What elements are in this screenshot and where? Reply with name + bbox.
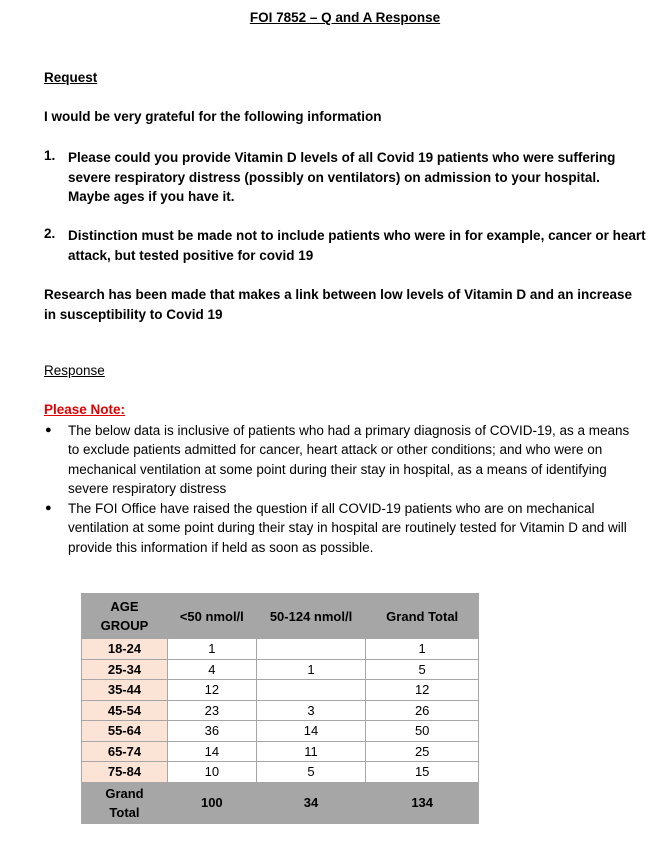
table-row: [82, 762, 479, 783]
table-row: [82, 721, 479, 742]
age-group-cell: 55-64: [82, 721, 168, 742]
document-title: FOI 7852 – Q and A Response: [249, 10, 441, 25]
request-item-text: Distinction must be made not to include patients who were in for example, cancer or heart attack, but tested positive for covid 19: [68, 228, 646, 263]
bullet-icon: ●: [45, 424, 52, 436]
grand-total-cell: 34: [256, 782, 366, 823]
column-header-50-124: 50-124 nmol/l: [256, 594, 366, 639]
table-cell: 23: [167, 700, 256, 721]
grand-total-row: [82, 782, 479, 823]
table-cell: 5: [256, 762, 366, 783]
table-row: [82, 680, 479, 701]
table-row: [82, 741, 479, 762]
table-cell: 1: [366, 639, 479, 660]
age-group-cell: 25-34: [82, 659, 168, 680]
request-item-number: 2.: [44, 226, 56, 241]
table-cell: 5: [366, 659, 479, 680]
table-header-row: [82, 594, 479, 639]
vitamin-d-table: [81, 593, 479, 824]
table-cell: 14: [167, 741, 256, 762]
request-item-text: Please could you provide Vitamin D levels of all Covid 19 patients who were suffering severe respiratory distress (possibly on ventilators) on admission to your hospital. Maybe ages if you have it.: [68, 150, 616, 204]
table-cell: 26: [366, 700, 479, 721]
table-cell: 12: [167, 680, 256, 701]
age-group-cell: 35-44: [82, 680, 168, 701]
grand-total-label: Grand Total: [82, 782, 168, 823]
please-note-label: Please Note:: [44, 402, 126, 417]
table-cell: 25: [366, 741, 479, 762]
age-group-cell: 75-84: [82, 762, 168, 783]
table-cell: 1: [167, 639, 256, 660]
table-row: [82, 639, 479, 660]
grand-total-cell: 134: [366, 782, 479, 823]
table-cell: 14: [256, 721, 366, 742]
note-bullet-text: The FOI Office have raised the question if all COVID-19 patients who are on mechanical ventilation at some point during their stay in hospital are routinely tested for Vitamin D and will provide this information if held as soon as possible.: [68, 501, 627, 555]
column-header-grand-total: Grand Total: [366, 594, 479, 639]
age-group-cell: 18-24: [82, 639, 168, 660]
column-header-under-50: <50 nmol/l: [167, 594, 256, 639]
age-group-cell: 45-54: [82, 700, 168, 721]
column-header-age-group: AGE GROUP: [82, 594, 168, 639]
table-cell: 36: [167, 721, 256, 742]
table-row: [82, 659, 479, 680]
table-cell: [256, 639, 366, 660]
table-cell: 50: [366, 721, 479, 742]
table-cell: 10: [167, 762, 256, 783]
table-cell: 4: [167, 659, 256, 680]
request-heading: Request: [44, 70, 98, 85]
table-cell: 1: [256, 659, 366, 680]
response-heading: Response: [44, 363, 105, 378]
table-cell: 11: [256, 741, 366, 762]
bullet-icon: ●: [45, 502, 52, 514]
request-intro: I would be very grateful for the following information: [44, 109, 382, 124]
research-paragraph: Research has been made that makes a link between low levels of Vitamin D and an increase in susceptibility to Covid 19: [44, 287, 632, 322]
table-cell: [256, 680, 366, 701]
table-cell: 3: [256, 700, 366, 721]
table-row: [82, 700, 479, 721]
table-cell: 12: [366, 680, 479, 701]
grand-total-cell: 100: [167, 782, 256, 823]
age-group-cell: 65-74: [82, 741, 168, 762]
table-cell: 15: [366, 762, 479, 783]
note-bullet-text: The below data is inclusive of patients who had a primary diagnosis of COVID-19, as a means to exclude patients admitted for cancer, heart attack or other conditions; and who were on mechanical ventilation at some point during their stay in hospital, as a means of identifying severe respiratory distress: [68, 423, 630, 496]
request-item-number: 1.: [44, 148, 56, 163]
